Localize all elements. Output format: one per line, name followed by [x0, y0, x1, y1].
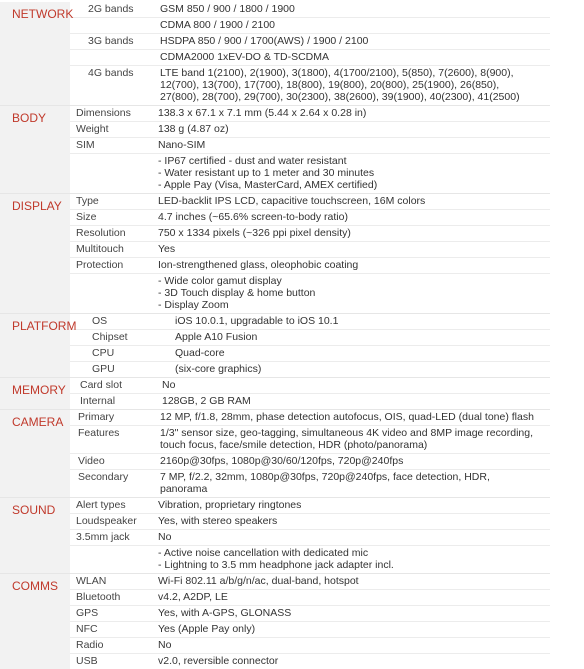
section-title: SOUND — [0, 498, 70, 573]
spec-value: Yes, with stereo speakers — [158, 515, 278, 527]
section-display — [0, 193, 550, 313]
spec-value: Vibration, proprietary ringtones — [158, 499, 302, 511]
spec-label: Protection — [76, 259, 124, 271]
spec-row — [70, 454, 550, 470]
section-title: BODY — [0, 106, 70, 193]
spec-row — [70, 66, 550, 105]
section-title: COMMS — [0, 574, 70, 669]
spec-label — [70, 51, 160, 63]
spec-value: 750 x 1334 pixels (~326 ppi pixel density) — [158, 227, 351, 239]
spec-value: 4.7 inches (~65.6% screen-to-body ratio) — [158, 211, 348, 223]
spec-label: Primary — [78, 411, 115, 423]
spec-label: GPS — [76, 607, 99, 619]
section-sound — [0, 497, 550, 573]
spec-row — [70, 346, 550, 362]
spec-rows — [70, 314, 550, 377]
spec-row — [70, 122, 550, 138]
spec-label: CPU — [92, 347, 115, 359]
spec-row — [70, 274, 550, 313]
spec-row — [70, 34, 550, 50]
spec-row — [70, 622, 550, 638]
section-platform — [0, 313, 550, 377]
section-title: MEMORY — [0, 378, 70, 409]
spec-rows — [70, 106, 550, 193]
spec-row — [70, 2, 550, 18]
spec-label: Features — [78, 427, 120, 439]
spec-value: 2160p@30fps, 1080p@30/60/120fps, 720p@240fps — [160, 455, 404, 467]
spec-label: 3G bands — [88, 35, 134, 47]
spec-label: Secondary — [78, 471, 129, 483]
section-title: PLATFORM — [0, 314, 70, 377]
spec-sheet — [0, 2, 550, 669]
spec-value: 12 MP, f/1.8, 28mm, phase detection autofocus, OIS, quad-LED (dual tone) flash — [160, 411, 534, 423]
spec-value: - Wide color gamut display - 3D Touch display & home button - Display Zoom — [158, 275, 316, 311]
spec-value: 1/3" sensor size, geo-tagging, simultaneous 4K video and 8MP image recording, touch focus, face/smile detection, HDR (photo/panorama) — [160, 427, 534, 451]
spec-value: No — [162, 379, 176, 391]
spec-row — [70, 654, 550, 669]
spec-label: Weight — [76, 123, 109, 135]
section-body — [0, 105, 550, 193]
spec-label: 4G bands — [88, 67, 134, 79]
spec-value: LTE band 1(2100), 2(1900), 3(1800), 4(1700/2100), 5(850), 7(2600), 8(900), 12(700), 13(700), 17(700), 18(800), 19(800), 20(800), 25(1900), 26(850), 27(800), 28(700), 29(700), 30(2300), 38(2600), 39(1900), 40(2300), 41(2500) — [160, 67, 520, 103]
spec-value: HSDPA 850 / 900 / 1700(AWS) / 1900 / 2100 — [160, 35, 369, 47]
section-title: DISPLAY — [0, 194, 70, 313]
spec-value: LED-backlit IPS LCD, capacitive touchscreen, 16M colors — [158, 195, 426, 207]
spec-row — [70, 426, 550, 454]
spec-value: CDMA2000 1xEV-DO & TD-SCDMA — [160, 51, 330, 63]
spec-row — [70, 362, 550, 377]
spec-row — [70, 210, 550, 226]
spec-rows — [70, 410, 550, 497]
spec-value: Wi-Fi 802.11 a/b/g/n/ac, dual-band, hotspot — [158, 575, 359, 587]
spec-row — [70, 330, 550, 346]
spec-value: iOS 10.0.1, upgradable to iOS 10.1 — [175, 315, 339, 327]
spec-row — [70, 314, 550, 330]
spec-label: SIM — [76, 139, 95, 151]
spec-value: GSM 850 / 900 / 1800 / 1900 — [160, 3, 295, 15]
spec-value: - IP67 certified - dust and water resistant - Water resistant up to 1 meter and 30 minutes - Apple Pay (Visa, MasterCard, AMEX certified) — [158, 155, 378, 191]
spec-value: Ion-strengthened glass, oleophobic coating — [158, 259, 359, 271]
spec-label: Resolution — [76, 227, 126, 239]
spec-label: Loudspeaker — [76, 515, 137, 527]
spec-label: Radio — [76, 639, 104, 651]
spec-value: Yes, with A-GPS, GLONASS — [158, 607, 292, 619]
spec-rows — [70, 378, 550, 409]
spec-row — [70, 470, 550, 497]
spec-value: v2.0, reversible connector — [158, 655, 279, 667]
spec-row — [70, 574, 550, 590]
spec-label: NFC — [76, 623, 98, 635]
spec-value: 138 g (4.87 oz) — [158, 123, 229, 135]
spec-value: Nano-SIM — [158, 139, 206, 151]
spec-row — [70, 590, 550, 606]
spec-label — [70, 547, 158, 571]
spec-row — [70, 378, 550, 394]
spec-label: Bluetooth — [76, 591, 121, 603]
spec-value: v4.2, A2DP, LE — [158, 591, 228, 603]
spec-label: USB — [76, 655, 98, 667]
spec-row — [70, 258, 550, 274]
spec-label: Video — [78, 455, 105, 467]
spec-label: WLAN — [76, 575, 107, 587]
spec-value: No — [158, 531, 172, 543]
spec-label: Card slot — [80, 379, 123, 391]
spec-value: CDMA 800 / 1900 / 2100 — [160, 19, 275, 31]
spec-label — [70, 275, 158, 311]
spec-value: Yes — [158, 243, 176, 255]
section-title: CAMERA — [0, 410, 70, 497]
spec-rows — [70, 574, 550, 669]
spec-value: Apple A10 Fusion — [175, 331, 258, 343]
spec-value: Quad-core — [175, 347, 225, 359]
spec-row — [70, 194, 550, 210]
spec-row — [70, 18, 550, 34]
section-camera — [0, 409, 550, 497]
spec-row — [70, 50, 550, 66]
spec-label — [70, 155, 158, 191]
spec-value: Yes (Apple Pay only) — [158, 623, 256, 635]
spec-row — [70, 530, 550, 546]
spec-row — [70, 154, 550, 193]
spec-row — [70, 546, 550, 573]
spec-row — [70, 514, 550, 530]
spec-value: (six-core graphics) — [175, 363, 262, 375]
section-network — [0, 2, 550, 105]
spec-label: Chipset — [92, 331, 128, 343]
spec-label: Alert types — [76, 499, 126, 511]
spec-value: 128GB, 2 GB RAM — [162, 395, 251, 407]
spec-row — [70, 226, 550, 242]
spec-label: GPU — [92, 363, 115, 375]
spec-label: Size — [76, 211, 97, 223]
spec-label: OS — [92, 315, 108, 327]
spec-label: 2G bands — [88, 3, 134, 15]
spec-row — [70, 106, 550, 122]
spec-rows — [70, 194, 550, 313]
spec-label: Type — [76, 195, 99, 207]
spec-label: Multitouch — [76, 243, 124, 255]
spec-row — [70, 242, 550, 258]
spec-label: Dimensions — [76, 107, 131, 119]
section-comms — [0, 573, 550, 669]
spec-value: 7 MP, f/2.2, 32mm, 1080p@30fps, 720p@240fps, face detection, HDR, panorama — [160, 471, 490, 495]
spec-value: 138.3 x 67.1 x 7.1 mm (5.44 x 2.64 x 0.28 in) — [158, 107, 367, 119]
spec-row — [70, 498, 550, 514]
spec-label: 3.5mm jack — [76, 531, 130, 543]
spec-label: Internal — [80, 395, 116, 407]
spec-row — [70, 138, 550, 154]
spec-value: - Active noise cancellation with dedicated mic - Lightning to 3.5 mm headphone jack adapter incl. — [158, 547, 394, 571]
spec-row — [70, 606, 550, 622]
spec-rows — [70, 498, 550, 573]
spec-rows — [70, 2, 550, 105]
spec-label — [70, 19, 160, 31]
section-title: NETWORK — [0, 2, 70, 105]
section-memory — [0, 377, 550, 409]
spec-row — [70, 410, 550, 426]
spec-row — [70, 638, 550, 654]
spec-value: No — [158, 639, 172, 651]
spec-row — [70, 394, 550, 409]
